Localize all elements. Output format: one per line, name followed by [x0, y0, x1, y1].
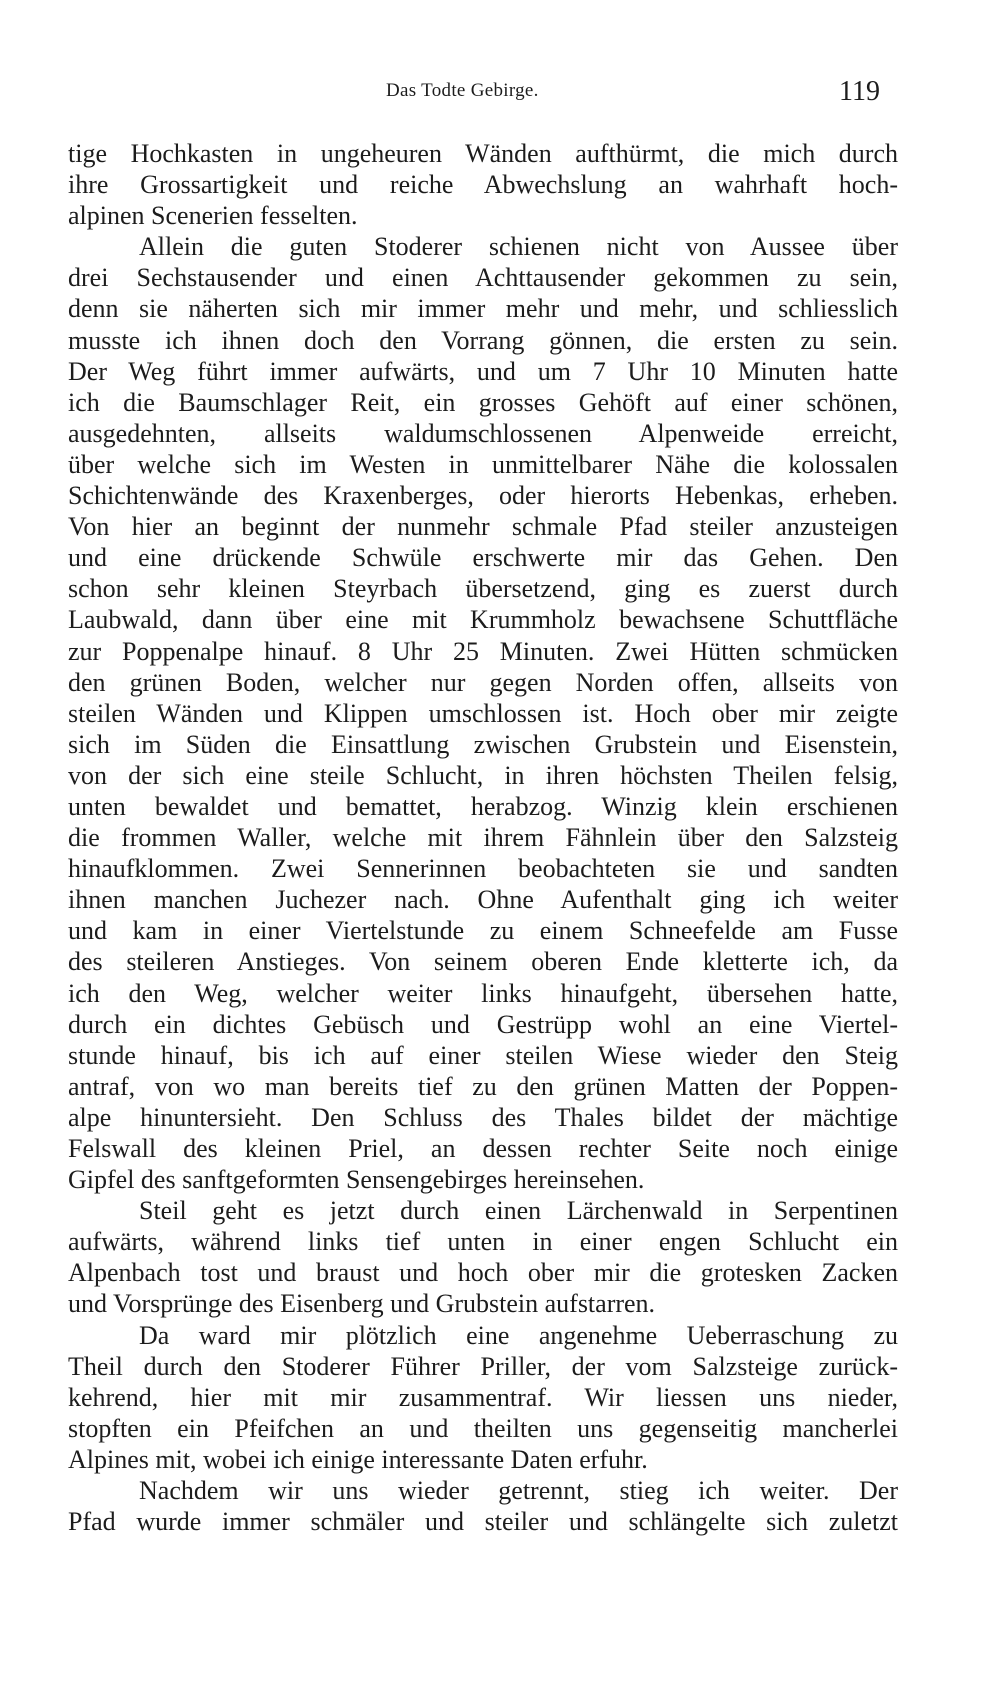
text-line: Theil durch den Stoderer Führer Priller, der vom Salzsteige zurück- [68, 1351, 898, 1381]
text-line: und kam in einer Viertelstunde zu einem Schneefelde am Fusse [68, 916, 898, 946]
text-line: denn sie näherten sich mir immer mehr und mehr, und schliesslich [68, 294, 898, 324]
text-line: Von hier an beginnt der nunmehr schmale Pfad steiler anzusteigen [68, 512, 898, 542]
text-line: ich den Weg, welcher weiter links hinaufgeht, übersehen hatte, [68, 978, 898, 1008]
text-line: Alpines mit, wobei ich einige interessante Daten erfuhr. [68, 1444, 648, 1474]
text-line: Laubwald, dann über eine mit Krummholz bewachsene Schuttfläche [68, 605, 898, 635]
text-line: tige Hochkasten in ungeheuren Wänden aufthürmt, die mich durch [68, 139, 898, 168]
text-line: antraf, von wo man bereits tief zu den grünen Matten der Poppen- [68, 1071, 898, 1101]
text-line: Der Weg führt immer aufwärts, und um 7 Uhr 10 Minuten hatte [68, 356, 898, 386]
running-title: Das Todte Gebirge. [386, 80, 539, 101]
text-line: und eine drückende Schwüle erschwerte mir das Gehen. Den [68, 543, 898, 573]
text-line: Allein die guten Stoderer schienen nicht von Aussee über [139, 232, 898, 262]
text-line: von der sich eine steile Schlucht, in ihren höchsten Theilen felsig, [68, 760, 898, 790]
text-line: über welche sich im Westen in unmittelbarer Nähe die kolossalen [68, 449, 898, 479]
text-line: Gipfel des sanftgeformten Sensengebirges hereinsehen. [68, 1165, 645, 1195]
text-line: drei Sechstausender und einen Achttausender gekommen zu sein, [68, 263, 898, 293]
text-line: alpinen Scenerien fesselten. [68, 201, 358, 231]
text-line: aufwärts, während links tief unten in einer engen Schlucht ein [68, 1227, 898, 1257]
text-line: ausgedehnten, allseits waldumschlossenen Alpenweide erreicht, [68, 418, 898, 448]
text-line: Nachdem wir uns wieder getrennt, stieg ich weiter. Der [139, 1476, 898, 1506]
text-line: kehrend, hier mit mir zusammentraf. Wir liessen uns nieder, [68, 1382, 898, 1412]
text-line: sich im Süden die Einsattlung zwischen Grubstein und Eisenstein, [68, 729, 898, 759]
text-line: und Vorsprünge des Eisenberg und Grubstein aufstarren. [68, 1289, 656, 1319]
text-line: Schichtenwände des Kraxenberges, oder hierorts Hebenkas, erheben. [68, 481, 898, 511]
text-line: steilen Wänden und Klippen umschlossen ist. Hoch ober mir zeigte [68, 698, 898, 728]
text-line: Steil geht es jetzt durch einen Lärchenwald in Serpentinen [139, 1196, 898, 1226]
text-line: des steileren Anstieges. Von seinem oberen Ende kletterte ich, da [68, 947, 898, 977]
text-line: hinaufklommen. Zwei Sennerinnen beobachteten sie und sandten [68, 854, 898, 884]
text-line: Da ward mir plötzlich eine angenehme Ueberraschung zu [139, 1320, 898, 1350]
text-line: stunde hinauf, bis ich auf einer steilen Wiese wieder den Steig [68, 1040, 898, 1070]
page-number: 119 [839, 76, 880, 107]
text-line: ihre Grossartigkeit und reiche Abwechslung an wahrhaft hoch- [68, 170, 898, 200]
text-line: die frommen Waller, welche mit ihrem Fähnlein über den Salzsteig [68, 823, 898, 853]
text-line: musste ich ihnen doch den Vorrang gönnen, die ersten zu sein. [68, 325, 898, 355]
text-line: schon sehr kleinen Steyrbach übersetzend, ging es zuerst durch [68, 574, 898, 604]
text-line: ihnen manchen Juchezer nach. Ohne Aufenthalt ging ich weiter [68, 885, 898, 915]
text-line: Alpenbach tost und braust und hoch ober mir die grotesken Zacken [68, 1258, 898, 1288]
text-line: den grünen Boden, welcher nur gegen Norden offen, allseits von [68, 667, 898, 697]
text-line: Felswall des kleinen Priel, an dessen rechter Seite noch einige [68, 1134, 898, 1163]
text-line: alpe hinuntersieht. Den Schluss des Thales bildet der mächtige [68, 1102, 898, 1132]
text-line: Pfad wurde immer schmäler und steiler und schlängelte sich zuletzt [68, 1507, 898, 1537]
text-line: stopften ein Pfeifchen an und theilten uns gegenseitig mancherlei [68, 1413, 898, 1443]
body-text [68, 138, 898, 1537]
text-line: ich die Baumschlager Reit, ein grosses Gehöft auf einer schönen, [68, 387, 898, 417]
text-line: zur Poppenalpe hinauf. 8 Uhr 25 Minuten. Zwei Hütten schmücken [68, 636, 898, 666]
text-line: unten bewaldet und bemattet, herabzog. Winzig klein erschienen [68, 791, 898, 821]
text-line: durch ein dichtes Gebüsch und Gestrüpp wohl an eine Viertel- [68, 1009, 898, 1039]
